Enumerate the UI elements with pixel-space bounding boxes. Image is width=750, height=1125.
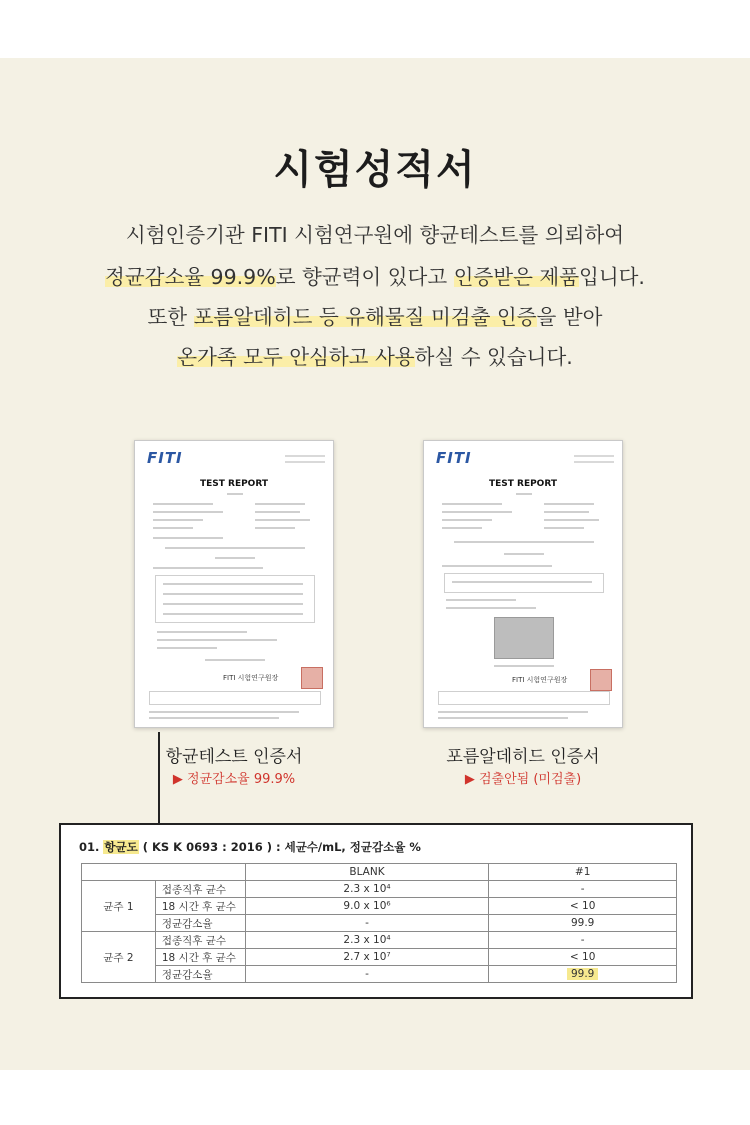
table-row [82,932,677,949]
highlight-reduction-rate: 정균감소율 99.9% [105,265,276,289]
strain-2-label: 균주 2 [82,932,156,983]
sample-value: - [489,932,677,949]
certificate-result-antibacterial: ▶ 정균감소율 99.9% [172,772,296,787]
result-table-box [59,823,693,999]
sample-value: - [489,881,677,898]
signature-text: FITI 시험연구원장 [223,674,279,682]
table-header-row [82,864,677,881]
table-row [82,881,677,898]
row-label: 정균감소율 [155,966,245,983]
blank-value: 2.7 x 10⁷ [245,949,489,966]
certificate-caption-formaldehyde: 포름알데히드 인증서 [446,747,600,767]
row-label: 접종직후 균수 [155,932,245,949]
result-table-heading: 01. 항균도 ( KS K 0693 : 2016 ) : 세균수/mL, 정균감소율 % [79,840,421,854]
highlight-family-safe: 온가족 모두 안심하고 사용 [177,345,415,369]
table-row [82,966,677,983]
signature-text: FITI 시험연구원장 [512,676,568,684]
blank-value: 2.3 x 10⁴ [245,881,489,898]
blank-value: 2.3 x 10⁴ [245,932,489,949]
page-title: 시험성적서 [273,147,477,193]
highlight-value: 99.9 [567,968,598,980]
doc-title: TEST REPORT [488,479,558,489]
blank-value: - [245,966,489,983]
official-stamp [590,669,612,691]
table-row [82,949,677,966]
doc-title: TEST REPORT [199,479,269,489]
blank-value: - [245,915,489,932]
connector-line [158,732,160,824]
row-label: 18 시간 후 균수 [155,949,245,966]
intro-line-1: 시험인증기관 FITI 시험연구원에 향균테스트를 의뢰하여 [125,223,625,247]
sample-photo [494,617,554,659]
fiti-logo: FITI [436,449,472,467]
certificate-antibacterial-image [134,440,334,728]
result-table [81,863,677,983]
sample-value: < 10 [489,898,677,915]
table-row [82,915,677,932]
highlight-certified-product: 인증받은 제품 [453,265,580,289]
column-header-sample1: #1 [489,864,677,881]
highlight-harmful-substance: 포름알데히드 등 유해물질 미검출 인증 [193,305,537,329]
header-empty-cell [82,864,246,881]
row-label: 정균감소율 [155,915,245,932]
certificate-result-formaldehyde: ▶ 검출안됨 (미검출) [464,772,582,787]
row-label: 접종직후 균수 [155,881,245,898]
intro-line-3: 또한 포름알데히드 등 유해물질 미검출 인증을 받아 [147,305,603,329]
official-stamp [301,667,323,689]
sample-value: < 10 [489,949,677,966]
row-label: 18 시간 후 균수 [155,898,245,915]
table-row [82,898,677,915]
intro-line-4: 온가족 모두 안심하고 사용하실 수 있습니다. [177,345,573,369]
blank-value: 9.0 x 10⁶ [245,898,489,915]
intro-line-2: 정균감소율 99.9%로 향균력이 있다고 인증받은 제품입니다. [105,265,645,289]
certificate-caption-antibacterial: 항균테스트 인증서 [165,747,303,767]
sample-value-highlighted [489,966,677,983]
fiti-logo: FITI [147,449,183,467]
column-header-blank: BLANK [245,864,489,881]
certificate-formaldehyde-image [423,440,623,728]
sample-value: 99.9 [489,915,677,932]
strain-1-label: 균주 1 [82,881,156,932]
